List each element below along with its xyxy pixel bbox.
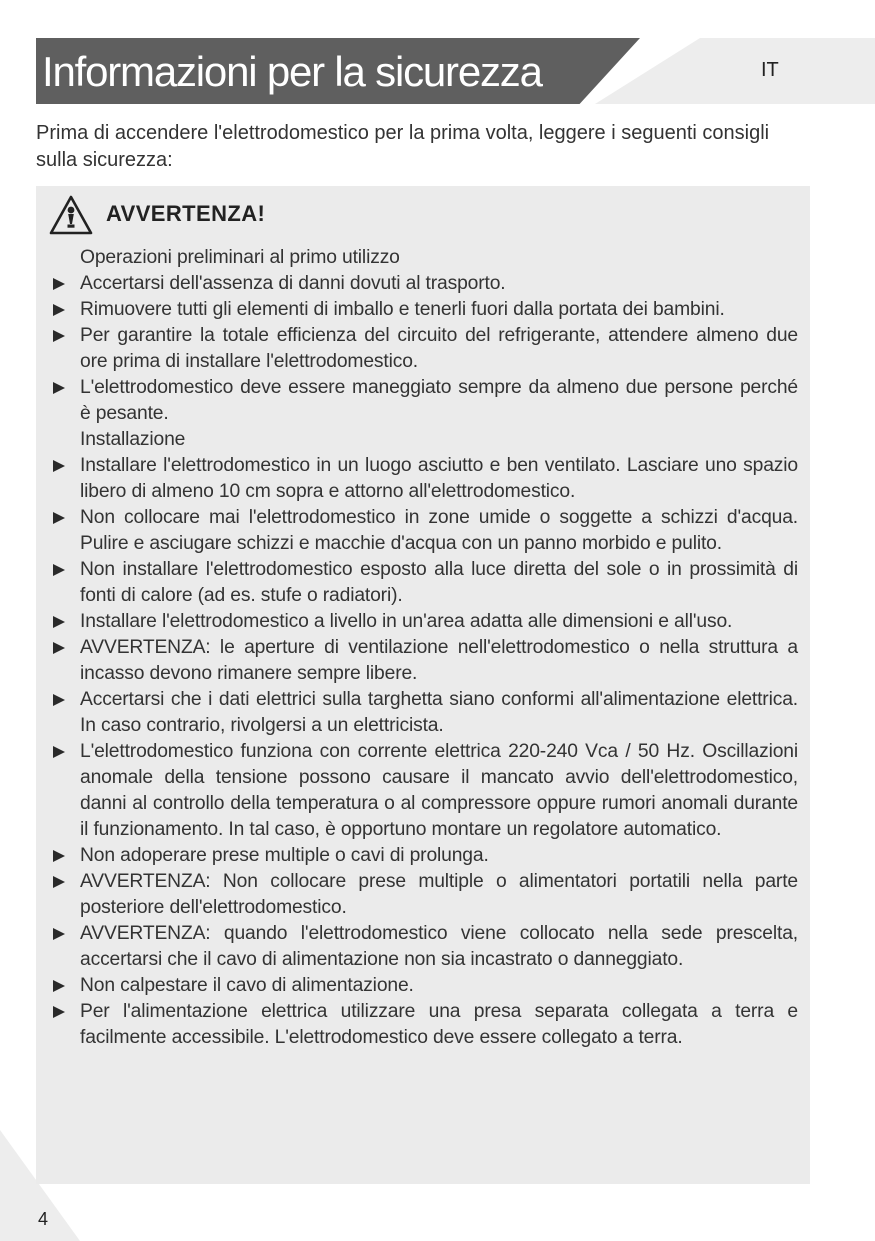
bullet-arrow-icon	[53, 460, 65, 472]
bullet-arrow-icon	[53, 382, 65, 394]
bullet-arrow-icon	[53, 304, 65, 316]
language-code: IT	[761, 59, 779, 81]
bullet-arrow-icon	[53, 876, 65, 888]
item-text: Installare l'elettrodomestico in un luogo asciutto e ben ventilato. Lasciare uno spazio libero di almeno 10 cm sopra e attorno all'elettrodomestico.	[80, 455, 798, 502]
item-text: Installazione	[80, 429, 186, 450]
warning-list-item	[40, 557, 798, 609]
item-text: Non installare l'elettrodomestico esposto alla luce diretta del sole o in prossimità di fonti di calore (ad es. stufe o radiatori).	[80, 559, 798, 606]
bullet-arrow-icon	[53, 980, 65, 992]
warning-list-item	[40, 635, 798, 687]
warning-list-item	[40, 375, 798, 427]
warning-heading: AVVERTENZA!	[106, 201, 266, 226]
warning-list	[40, 245, 798, 1051]
item-text: Non calpestare il cavo di alimentazione.	[80, 975, 414, 996]
warning-list-item	[40, 505, 798, 557]
warning-list-item	[40, 609, 798, 635]
warning-list-item	[40, 323, 798, 375]
warning-list-item	[40, 921, 798, 973]
page-number: 4	[38, 1209, 49, 1229]
bullet-arrow-icon	[53, 694, 65, 706]
warning-list-item	[40, 453, 798, 505]
item-text: AVVERTENZA: le aperture di ventilazione nell'elettrodomestico o nella struttura a incasso devono rimanere sempre libere.	[80, 637, 798, 684]
warning-section-label	[40, 427, 798, 453]
item-text: Accertarsi che i dati elettrici sulla targhetta siano conformi all'alimentazione elettrica. In caso contrario, rivolgersi a un elettricista.	[80, 689, 798, 736]
bullet-arrow-icon	[53, 928, 65, 940]
bullet-arrow-icon	[53, 616, 65, 628]
item-text: Non collocare mai l'elettrodomestico in zone umide o soggette a schizzi d'acqua. Pulire e asciugare schizzi e macchie d'acqua con un panno morbido e pulito.	[80, 507, 798, 554]
item-text: Accertarsi dell'assenza di danni dovuti al trasporto.	[80, 273, 506, 294]
bullet-arrow-icon	[53, 330, 65, 342]
bullet-arrow-icon	[53, 642, 65, 654]
item-text: Per garantire la totale efficienza del circuito del refrigerante, attendere almeno due ore prima di installare l'elettrodomestico.	[80, 325, 798, 372]
warning-list-item	[40, 973, 798, 999]
warning-list-item	[40, 739, 798, 843]
item-text: Operazioni preliminari al primo utilizzo	[80, 247, 400, 268]
warning-section-label	[40, 245, 798, 271]
warning-list-item	[40, 869, 798, 921]
warning-list-item	[40, 297, 798, 323]
warning-list-item	[40, 843, 798, 869]
item-text: AVVERTENZA: Non collocare prese multiple o alimentatori portatili nella parte posteriore dell'elettrodomestico.	[80, 871, 798, 918]
item-text: L'elettrodomestico funziona con corrente elettrica 220-240 Vca / 50 Hz. Oscillazioni anomale della tensione possono causare il mancato avvio dell'elettrodomestico, danni al controllo della temperatura o al compressore oppure rumori anomali durante il funzionamento. In tal caso, è opportuno montare un regolatore automatico.	[80, 741, 798, 840]
page-title: Informazioni per la sicurezza	[42, 48, 542, 95]
bullet-arrow-icon	[53, 278, 65, 290]
item-text: Per l'alimentazione elettrica utilizzare una presa separata collegata a terra e facilmente accessibile. L'elettrodomestico deve essere collegato a terra.	[80, 1001, 798, 1048]
item-text: L'elettrodomestico deve essere maneggiato sempre da almeno due persone perché è pesante.	[80, 377, 798, 424]
bullet-arrow-icon	[53, 746, 65, 758]
intro-paragraph: Prima di accendere l'elettrodomestico per la prima volta, leggere i seguenti consigli sulla sicurezza:	[36, 122, 770, 171]
warning-triangle-icon	[47, 193, 95, 237]
item-text: AVVERTENZA: quando l'elettrodomestico viene collocato nella sede prescelta, accertarsi che il cavo di alimentazione non sia incastrato o danneggiato.	[80, 923, 798, 970]
warning-list-item	[40, 999, 798, 1051]
warning-list-item	[40, 271, 798, 297]
bullet-arrow-icon	[53, 564, 65, 576]
bullet-arrow-icon	[53, 1006, 65, 1018]
warning-list-item	[40, 687, 798, 739]
item-text: Installare l'elettrodomestico a livello in un'area adatta alle dimensioni e all'uso.	[80, 611, 733, 632]
bullet-arrow-icon	[53, 512, 65, 524]
item-text: Non adoperare prese multiple o cavi di prolunga.	[80, 845, 489, 866]
bullet-arrow-icon	[53, 850, 65, 862]
item-text: Rimuovere tutti gli elementi di imballo e tenerli fuori dalla portata dei bambini.	[80, 299, 725, 320]
